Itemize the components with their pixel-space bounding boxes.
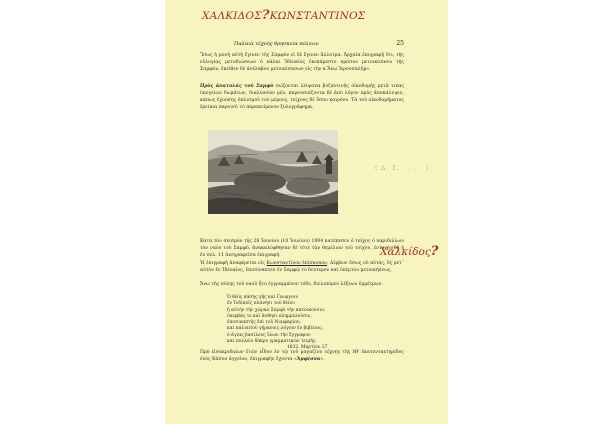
paragraph-6-text-b: ».: [320, 356, 325, 362]
handwritten-title-annotation: [202, 8, 365, 23]
poem-line: ὑπερβὰς τε καὶ ἄνθησι πλημμελούσιν,: [227, 313, 312, 319]
running-title: Παλαιὰ τέχνης θρησκεία πόλεων: [234, 41, 319, 47]
question-mark-annotation: ?: [261, 8, 270, 23]
paragraph-4-text-a: Ἡ ἐπιγραφὴ ἀναφέρεται εἰς: [200, 261, 267, 266]
paragraph-4-text-b: , Δέρβων ὅσως οὐ αὐτὸς, ὅς μετ᾽ αὐτὸν ἐν Ἰδέοαῖος, ἐπισύναπτεν ἐν Σαμφῷ τὸ δεύτερον καὶ ὑπὲρτου μετοικήσεως.: [200, 261, 404, 273]
paragraph-6-emphasis: Ἀμφίσσα: [296, 356, 321, 362]
page-header: [200, 40, 404, 49]
poem-line: ὁ ἁγίας βασίλεος ὅλων τὴν ἔγγραφον: [227, 332, 311, 338]
poem-line: καὶ καλυπτοῦ γήρανοις λόγιον ἐν βιβλίοις,: [227, 326, 324, 332]
page-number: 25: [396, 40, 404, 47]
paragraph-6: [200, 350, 404, 364]
poem-line: ἡ αὐτὴν τὴν χώραν Σαμφὸ τὴν κατοικούσιν,: [227, 307, 326, 313]
paragraph-6-text-a: Πρὸ εἰσακριδαίων ἐτῶν εἶδον ἐν τῷ τοῦ μαγαζίου τέχνης τῆς ΙΘ' ἑκατονταετηρίδος ἐνὸς Κάσου ἀγγεῖον, ἐπιγραφὴν ἔχοντα «: [200, 350, 404, 362]
pencil-margin-note: ( Δ. Σ. . . . . ): [375, 165, 430, 172]
paragraph-5: Ἄνω τῆς πύλης τοῦ ναοῦ ἦτο ἐγγραμμένον τόδε, διελιπόμεν λέξεων ἐμμέτρων.: [200, 282, 383, 287]
paragraph-4-underlined: Κωνσταντῖνον ἐπίσκοπον: [266, 261, 327, 266]
margin-question-mark: ?: [430, 244, 439, 259]
margin-word: Χαλκίδος: [380, 246, 431, 258]
paragraph-2-lead: Πρὸς ἀνατολάς τοῦ Σαμφὸ: [200, 84, 274, 89]
paragraph-3: Κατὰ τὸν σεισμὸν τῆς 28 Ἰουνίου (10 Ἰουλίου) 1894 κατέπεσεν ὁ τοῖχος ὁ παριδιλλων τὸν ναὸν τοῦ Σαμφὸ, ἀνακαλύφθησαν δὲ τότε τὰν θεμέλιον τοῦ τοίχου, ἐντοιχισθῇ ἡ ἐν σελ. 11 ἀνεγραφεῖσα ἐπιγραφή.: [200, 239, 404, 258]
poem-line: καὶ πολλῶν δάκρυ γραμματικῶν τειμῆς.: [227, 339, 317, 345]
paragraph-4: [200, 261, 404, 275]
engraving-figure: [208, 130, 338, 214]
engraving-landscape-icon: [208, 130, 338, 214]
poem-line: ἐπισυναπτῆς ἐπὶ τοῦ Νυμφαρίου,: [227, 320, 301, 326]
poem-line: ἐν Ἰνδικοῖς πλάνησι τοῦ θεῖου: [227, 301, 295, 307]
paragraph-2-text: σώζονται λείψανα βυζαντινῆς οἰκοδομῆς μετὰ τινας ὑπογείων δωμάτων, διαλυοσῶν μὲν, παρουσιάζοντα δὲ ἀπὸ λόγον πρὸς ἀποκάλυψιν, κάπως ἐχούσης ὁπλισμοῦ τοῦ μέρους, τείχους δὲ ὅσου καιρόου. Τὰ τοῦ οἰκοδομήματος ἐρείπια παρουσὶ τὸ παρακείμενον ξυλογράφημα.: [200, 84, 404, 110]
paragraph-1: Ἴσως ἡ μονὴ αὐτὴ ἔγινεν τῆς Σαμφὸν εἰ δὲ ἔγινεν ἄλλοτρα. Ἀρχαῖα ἐπιγραφὴ ὅτι, τῆς εὐλογίας μετοδιώσεων ὁ πάλαι Ἰδὲοαῖος ἐκεκάμεστο πρῶτον μετοικίσασω τῆς Σαμφὸν, ἐκεῖθεν δὲ ἀνέλαβον μετοικίσασων εἰς τὴν κ Ἄνω Ἱερουσαλήμ».: [200, 53, 404, 72]
inscription-poem: [227, 295, 377, 352]
poem-line: Ὁ θεὸς πάσης γῆς καὶ Γεωργιου: [227, 295, 298, 300]
handwritten-title-part-a: ΧΑΛΚΙΔΟΣ: [202, 10, 262, 22]
poem-signature: 1832. Μαρτίου 27: [287, 345, 328, 351]
paragraph-2: [200, 84, 404, 112]
handwritten-title-part-b: ΚΩΝΣΤΑΝΤΙΝΟΣ: [269, 10, 366, 22]
